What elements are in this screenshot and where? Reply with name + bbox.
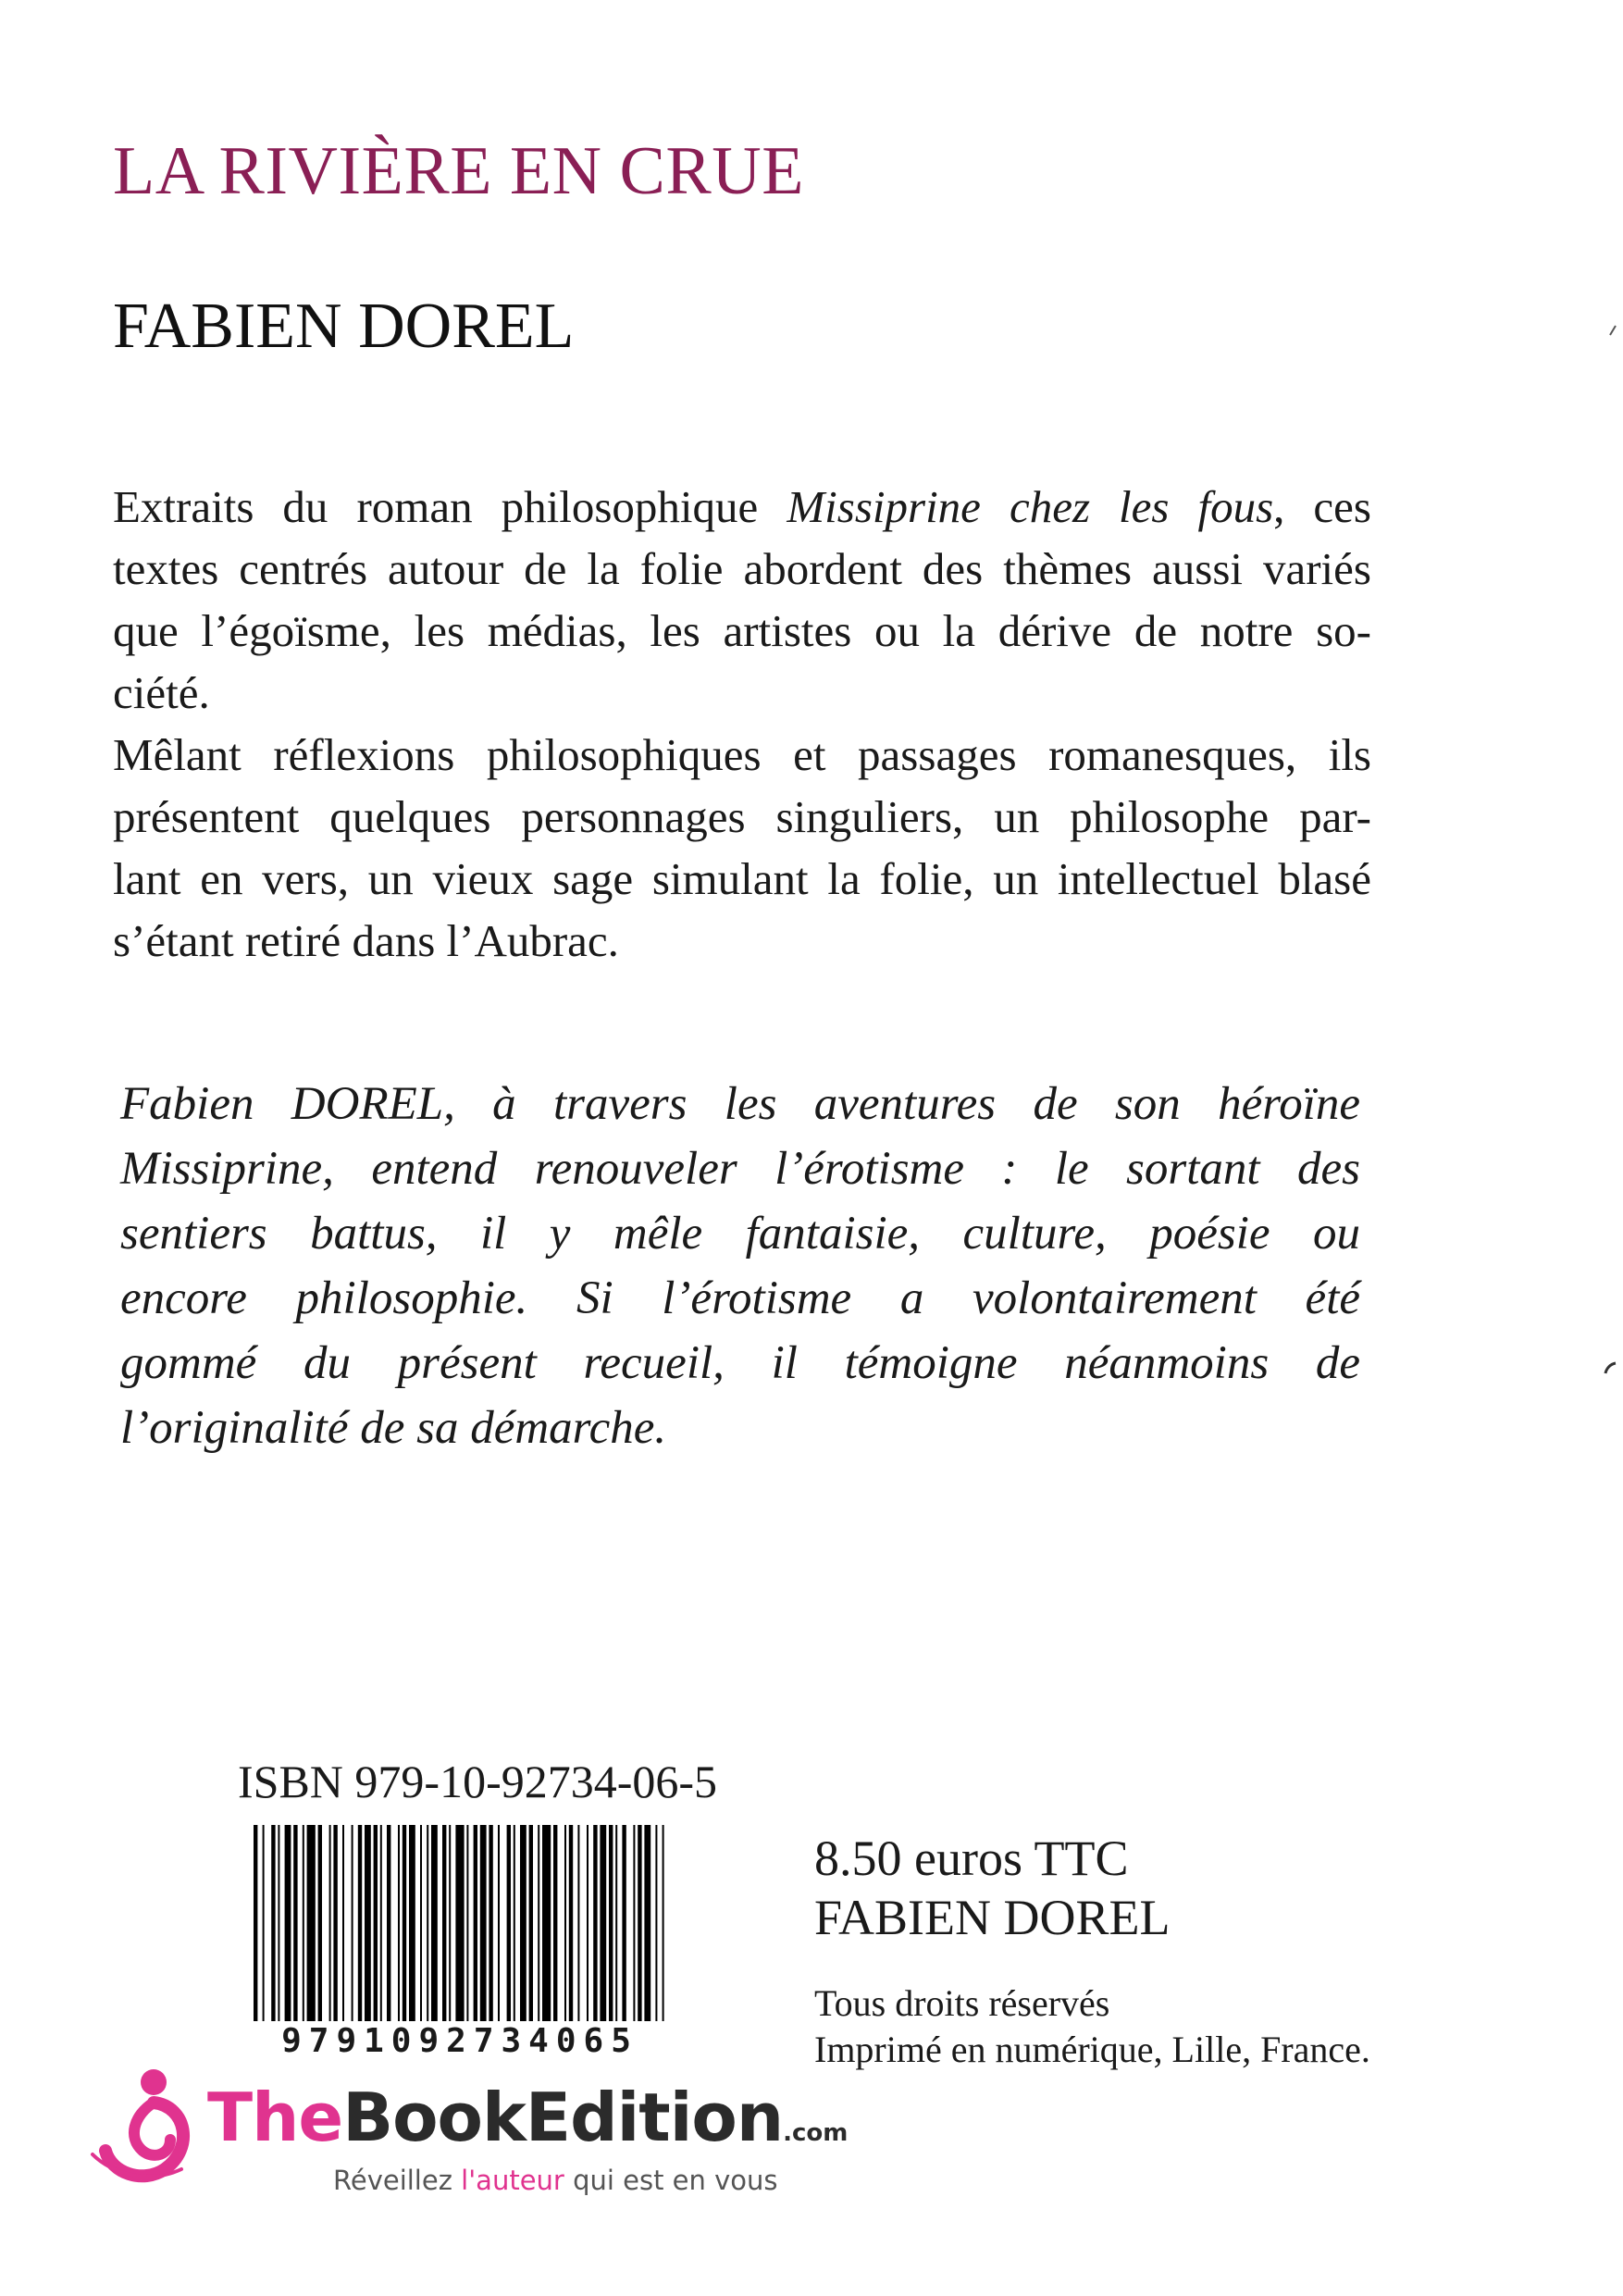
barcode-bar [474, 1825, 477, 2021]
summary-line: lant en vers, un vieux sage simulant la folie, un intellectuel blasé [113, 853, 1371, 904]
summary-line: textes centrés autour de la folie abordent des thèmes aussi variés [113, 543, 1371, 594]
barcode-bar [342, 1825, 344, 2021]
barcode-bar [333, 1825, 337, 2021]
blurb-line: sentiers battus, il y mêle fantaisie, culture, poésie ou [120, 1208, 1360, 1260]
barcode-bar [498, 1825, 500, 2021]
barcode-bar [307, 1825, 316, 2021]
barcode-bar [278, 1825, 279, 2021]
barcode-bar [442, 1825, 446, 2021]
barcode-bar [538, 1825, 539, 2021]
barcode-bar [271, 1825, 275, 2021]
blurb-line: l’originalité de sa démarche. [120, 1402, 667, 1454]
barcode-bar [352, 1825, 353, 2021]
barcode-bar [577, 1825, 579, 2021]
barcode-bar [365, 1825, 371, 2021]
novel-title: Missiprine chez les fous [787, 481, 1274, 532]
barcode-bar [644, 1825, 650, 2021]
barcode-bar [455, 1825, 464, 2021]
barcode-bar [514, 1825, 515, 2021]
book-title: LA RIVIÈRE EN CRUE [113, 133, 804, 209]
logo-wordmark: TheBookEdition.com [207, 2079, 849, 2156]
price-block [814, 1829, 1171, 1947]
barcode-bar [553, 1825, 557, 2021]
book-author: FABIEN DOREL [113, 291, 575, 362]
barcode-bar [358, 1825, 362, 2021]
barcode-bar [380, 1825, 382, 2021]
isbn-label: ISBN 979-10-92734-06-5 [238, 1756, 718, 1807]
edge-mark [1603, 1360, 1617, 1375]
barcode-bar [520, 1825, 527, 2021]
barcode-bar [569, 1825, 573, 2021]
barcode-bar [480, 1825, 487, 2021]
barcode-bar [663, 1825, 664, 2021]
barcode-bar [293, 1825, 297, 2021]
price-label: 8.50 euros TTC [814, 1831, 1129, 1886]
barcode-bar [303, 1825, 304, 2021]
barcode-bar [564, 1825, 566, 2021]
barcode-bar [387, 1825, 390, 2021]
barcode-bar [431, 1825, 438, 2021]
blurb-line: Fabien DOREL, à travers les aventures de son héroïne [120, 1078, 1360, 1130]
summary-line: Mêlant réflexions philosophiques et passages romanesques, ils [113, 729, 1371, 780]
blurb-line: gommé du présent recueil, il témoigne néanmoins de [120, 1337, 1360, 1389]
publisher-name: FABIEN DOREL [814, 1890, 1171, 1945]
barcode-bar [403, 1825, 406, 2021]
barcode-bar [542, 1825, 551, 2021]
rights-block [814, 1980, 1370, 2073]
barcode-bar [398, 1825, 400, 2021]
barcode-bar [622, 1825, 626, 2021]
barcode-bar [427, 1825, 428, 2021]
barcode-bar [638, 1825, 641, 2021]
barcode-bar [318, 1825, 322, 2021]
summary-text [113, 476, 1371, 972]
summary-line: présentent quelques personnages singuliers, un philosophe par- [113, 791, 1371, 842]
person-book-icon [85, 2066, 205, 2186]
barcode-bar [633, 1825, 635, 2021]
summary-line: s’étant retiré dans l’Aubrac. [113, 915, 619, 966]
barcode-bar [254, 1825, 257, 2021]
barcode-bar [409, 1825, 415, 2021]
summary-line: que l’égoïsme, les médias, les artistes ou la dérive de notre so- [113, 605, 1371, 656]
barcode-bars [248, 1825, 672, 2024]
barcode-bar [600, 1825, 606, 2021]
barcode-bar [507, 1825, 511, 2021]
printing-label: Imprimé en numérique, Lille, France. [814, 2029, 1370, 2070]
logo-tagline: Réveillez l'auteur qui est en vous [333, 2165, 778, 2196]
author-blurb [120, 1072, 1360, 1460]
thebookedition-logo [85, 2066, 849, 2196]
barcode-bar [466, 1825, 468, 2021]
rights-label: Tous droits réservés [814, 1982, 1110, 2024]
barcode-bar [529, 1825, 533, 2021]
barcode-bar [420, 1825, 422, 2021]
blurb-line: Missiprine, entend renouveler l’érotisme : le sortant des [120, 1143, 1360, 1195]
barcode-bar [615, 1825, 617, 2021]
barcode-bar [587, 1825, 588, 2021]
blurb-line: encore philosophie. Si l’érotisme a volontairement été [120, 1272, 1360, 1324]
barcode [248, 1825, 672, 2073]
edge-mark [1606, 324, 1617, 337]
barcode-bar [285, 1825, 291, 2021]
barcode-bar [489, 1825, 492, 2021]
barcode-bar [374, 1825, 378, 2021]
barcode-bar [593, 1825, 597, 2021]
summary-line: ciété. [113, 667, 210, 718]
barcode-bar [655, 1825, 657, 2021]
barcode-bar [263, 1825, 265, 2021]
summary-line: Extraits du roman philosophique Missiprine chez les fous, ces [113, 481, 1371, 532]
barcode-bar [449, 1825, 451, 2021]
barcode-bar [609, 1825, 613, 2021]
barcode-bar [329, 1825, 331, 2021]
barcode-digits: 9791092734065 [281, 2022, 638, 2060]
